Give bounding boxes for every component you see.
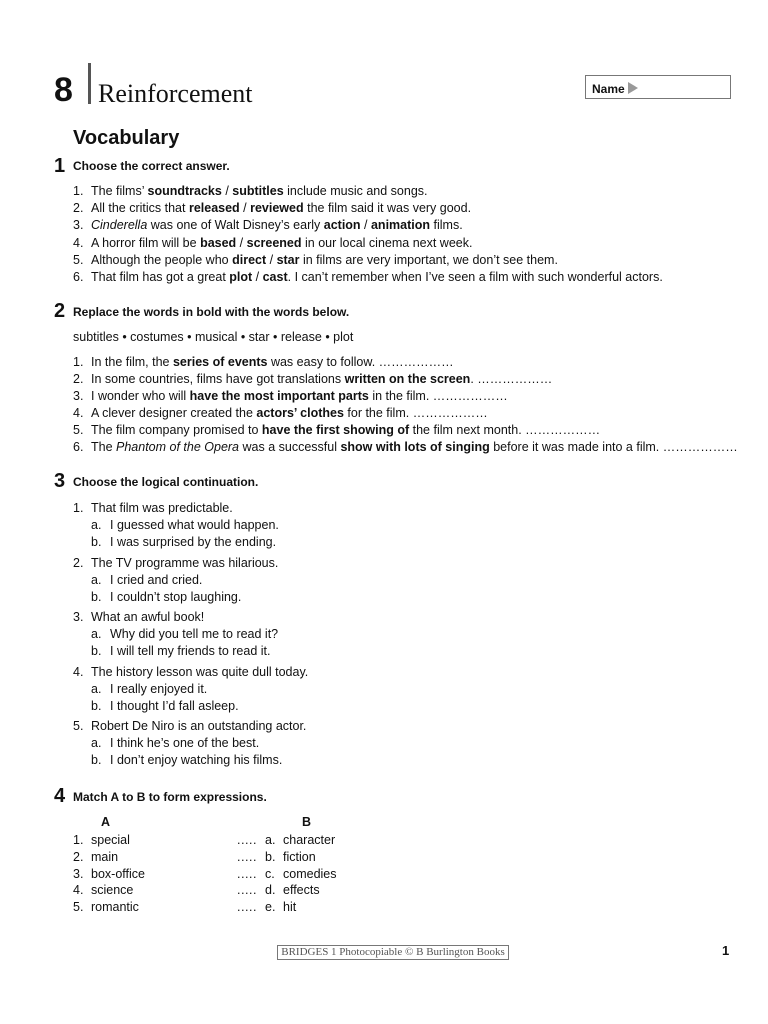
exercise-3-option-a: a. Why did you tell me to read it? [91, 627, 279, 642]
word-bank: subtitles • costumes • musical • star • release • plot [73, 330, 354, 344]
match-a-item: 3. box-office [73, 866, 145, 881]
exercise-3-number: 3 [54, 470, 66, 492]
exercise-3-option-b: b. I couldn’t stop laughing. [91, 589, 242, 604]
match-a-item: 1. special [73, 833, 130, 847]
footer-copyright: BRIDGES 1 Photocopiable © B Burlington Books [277, 945, 509, 960]
exercise-3-option-a: a. I cried and cried. [91, 572, 203, 587]
exercise-1-item: 1. The films’ soundtracks / subtitles include music and songs. [73, 184, 428, 198]
unit-number: 8 [54, 71, 73, 109]
match-b-item: c. comedies [265, 866, 337, 881]
exercise-3-instruction: Choose the logical continuation. [73, 475, 259, 489]
match-a-item: 2. main [73, 849, 119, 864]
exercise-4-instruction: Match A to B to form expressions. [73, 790, 267, 804]
exercise-2-number: 2 [54, 300, 66, 322]
match-a-item: 5. romantic [73, 900, 139, 915]
exercise-3-option-b: b. I will tell my friends to read it. [91, 644, 271, 659]
match-a-item: 4. science [73, 883, 134, 898]
exercise-3-option-b: b. I was surprised by the ending. [91, 535, 277, 549]
exercise-3-question: 1. That film was predictable. [73, 501, 233, 515]
exercise-2-item: 1. In the film, the series of events was easy to follow. ……………… [73, 355, 454, 369]
column-a-heading: A [101, 815, 111, 829]
exercise-4-number: 4 [54, 785, 66, 807]
match-b-item: d. effects [265, 883, 320, 898]
match-answer-blank: .…. [237, 900, 257, 915]
exercise-2-item: 3. I wonder who will have the most important parts in the film. ……………… [73, 389, 508, 403]
exercise-1-item: 5. Although the people who direct / star in films are very important, we don’t see them. [73, 252, 558, 267]
exercise-3-option-a: a. I really enjoyed it. [91, 681, 208, 696]
unit-divider-bar [88, 63, 91, 104]
exercise-3-question: 3. What an awful book! [73, 610, 205, 625]
exercise-1-item: 6. That film has got a great plot / cast. I can’t remember when I’ve seen a film with such wonderful actors. [73, 270, 663, 284]
unit-title: Reinforcement [98, 79, 253, 108]
exercise-1-item: 2. All the critics that released / reviewed the film said it was very good. [73, 201, 472, 216]
exercise-3-question: 5. Robert De Niro is an outstanding actor. [73, 719, 307, 734]
exercise-2-item: 2. In some countries, films have got translations written on the screen. ……………… [73, 372, 553, 386]
match-b-item: a. character [265, 833, 336, 847]
match-b-item: b. fiction [265, 849, 316, 864]
match-answer-blank: .…. [237, 833, 257, 847]
exercise-3-question: 2. The TV programme was hilarious. [73, 555, 279, 570]
exercise-3-option-b: b. I thought I’d fall asleep. [91, 698, 239, 713]
name-field[interactable] [585, 75, 731, 99]
match-b-item: e. hit [265, 900, 297, 915]
exercise-2-item: 4. A clever designer created the actors’ clothes for the film. ……………… [73, 406, 488, 420]
page-number: 1 [722, 943, 730, 958]
exercise-1-item: 4. A horror film will be based / screened in our local cinema next week. [73, 235, 473, 250]
exercise-1-item: 3. Cinderella was one of Walt Disney’s early action / animation films. [73, 218, 463, 233]
exercise-1-number: 1 [54, 155, 66, 177]
exercise-2-instruction: Replace the words in bold with the words below. [73, 305, 350, 319]
match-answer-blank: .…. [237, 883, 257, 898]
match-answer-blank: .…. [237, 866, 257, 881]
name-label: Name [592, 82, 625, 96]
match-answer-blank: .…. [237, 849, 257, 864]
play-arrow-icon [628, 82, 638, 94]
section-title: Vocabulary [73, 127, 180, 149]
exercise-3-option-b: b. I don’t enjoy watching his films. [91, 753, 283, 768]
exercise-1-instruction: Choose the correct answer. [73, 159, 230, 173]
exercise-3-option-a: a. I guessed what would happen. [91, 518, 279, 532]
exercise-2-item: 5. The film company promised to have the first showing of the film next month. ……………… [73, 423, 601, 437]
exercise-2-item: 6. The Phantom of the Opera was a successful show with lots of singing before it was made into a film. ……………… [73, 440, 738, 454]
exercise-3-option-a: a. I think he’s one of the best. [91, 736, 260, 751]
exercise-3-question: 4. The history lesson was quite dull today. [73, 664, 309, 679]
column-b-heading: B [302, 815, 312, 829]
